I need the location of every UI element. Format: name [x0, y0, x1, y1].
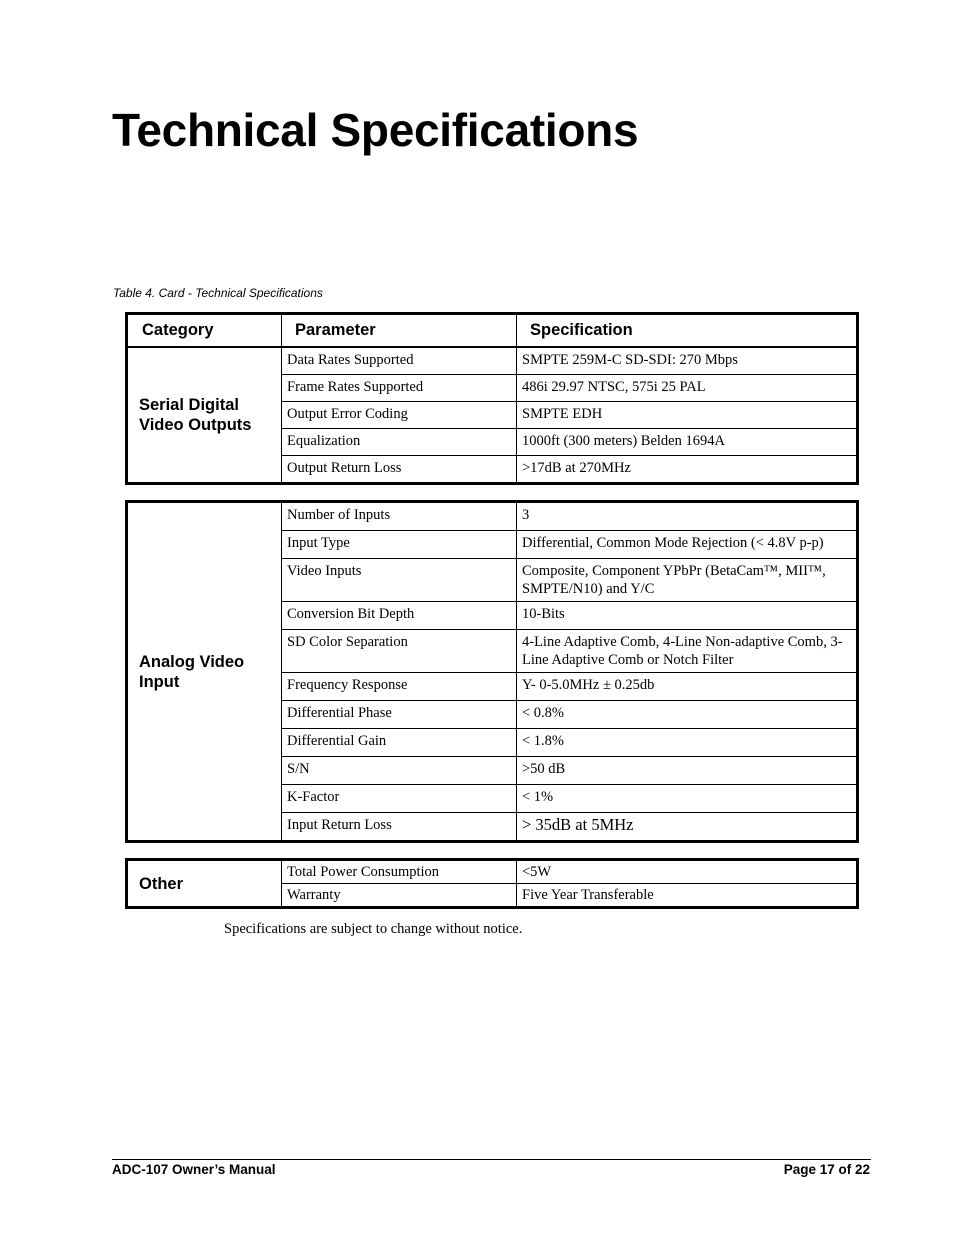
specification-cell: >17dB at 270MHz: [517, 456, 858, 484]
parameter-cell: K-Factor: [282, 785, 517, 813]
parameter-cell: Data Rates Supported: [282, 347, 517, 375]
specification-cell: < 0.8%: [517, 701, 858, 729]
specification-cell: Five Year Transferable: [517, 884, 858, 908]
specification-cell: Y- 0-5.0MHz ± 0.25db: [517, 673, 858, 701]
specification-cell: Composite, Component YPbPr (BetaCam™, MII™, SMPTE/N10) and Y/C: [517, 559, 858, 602]
footer-divider: [112, 1159, 871, 1160]
parameter-cell: Input Type: [282, 531, 517, 559]
parameter-cell: Equalization: [282, 429, 517, 456]
header-category: Category: [127, 314, 282, 348]
category-cell: Serial Digital Video Outputs: [127, 347, 282, 484]
category-cell: Other: [127, 860, 282, 908]
parameter-cell: Frame Rates Supported: [282, 375, 517, 402]
parameter-cell: Differential Gain: [282, 729, 517, 757]
specification-cell: 3: [517, 502, 858, 531]
header-parameter: Parameter: [282, 314, 517, 348]
table-header-row: [127, 314, 858, 348]
specification-cell: < 1%: [517, 785, 858, 813]
parameter-cell: Total Power Consumption: [282, 860, 517, 884]
specification-cell: > 35dB at 5MHz: [517, 813, 858, 842]
parameter-cell: Number of Inputs: [282, 502, 517, 531]
specification-cell: Differential, Common Mode Rejection (< 4.8V p-p): [517, 531, 858, 559]
spec-table-other: [125, 858, 859, 909]
change-notice: Specifications are subject to change without notice.: [224, 921, 523, 937]
specification-cell: 10-Bits: [517, 602, 858, 630]
parameter-cell: S/N: [282, 757, 517, 785]
page-title: Technical Specifications: [112, 104, 639, 156]
specification-cell: SMPTE 259M-C SD-SDI: 270 Mbps: [517, 347, 858, 375]
spec-table-analog-video-input: [125, 500, 859, 843]
parameter-cell: Warranty: [282, 884, 517, 908]
footer-manual-title: ADC-107 Owner’s Manual: [112, 1162, 276, 1177]
header-specification: Specification: [517, 314, 858, 348]
specification-cell: 4-Line Adaptive Comb, 4-Line Non-adaptive Comb, 3-Line Adaptive Comb or Notch Filter: [517, 630, 858, 673]
specification-cell: < 1.8%: [517, 729, 858, 757]
parameter-cell: Output Error Coding: [282, 402, 517, 429]
spec-table-serial-digital-outputs: [125, 312, 859, 485]
category-cell: Analog Video Input: [127, 502, 282, 842]
parameter-cell: Frequency Response: [282, 673, 517, 701]
specification-cell: 1000ft (300 meters) Belden 1694A: [517, 429, 858, 456]
parameter-cell: Video Inputs: [282, 559, 517, 602]
parameter-cell: SD Color Separation: [282, 630, 517, 673]
specification-cell: SMPTE EDH: [517, 402, 858, 429]
table-caption: Table 4. Card - Technical Specifications: [113, 286, 323, 300]
table-row: [127, 502, 858, 531]
table-row: [127, 347, 858, 375]
parameter-cell: Differential Phase: [282, 701, 517, 729]
specification-cell: <5W: [517, 860, 858, 884]
footer-page-number: Page 17 of 22: [783, 1162, 870, 1177]
specification-cell: >50 dB: [517, 757, 858, 785]
table-row: [127, 860, 858, 884]
parameter-cell: Conversion Bit Depth: [282, 602, 517, 630]
parameter-cell: Input Return Loss: [282, 813, 517, 842]
specification-cell: 486i 29.97 NTSC, 575i 25 PAL: [517, 375, 858, 402]
parameter-cell: Output Return Loss: [282, 456, 517, 484]
